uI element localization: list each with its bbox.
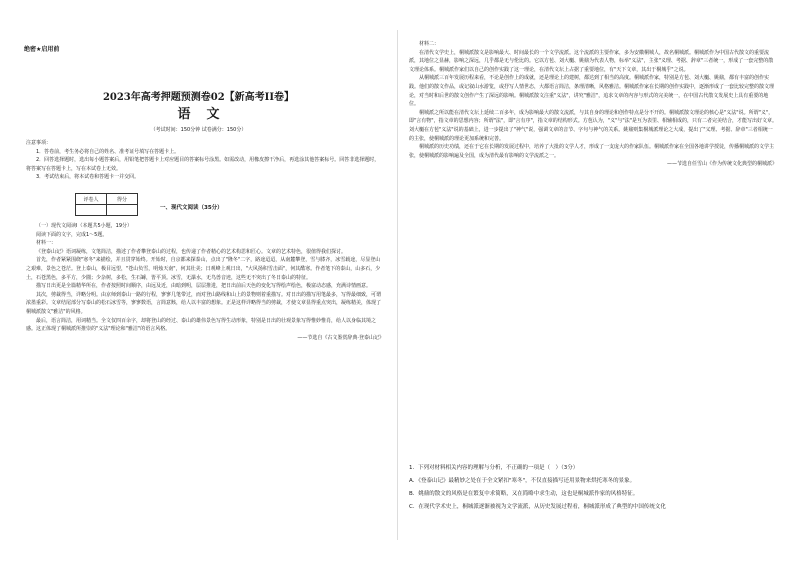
exam-meta: （考试时间：150分钟 试卷满分：150分） [150, 127, 247, 133]
section-title: 一、现代文阅读（35分） [160, 205, 223, 211]
score-cell-grader: 评卷人 [76, 194, 107, 205]
material-label: 材料一： [36, 240, 57, 247]
note-item: 3．考试结束后，将本试卷和答题卡一并交回。 [36, 174, 140, 181]
secret-label: 绝密★启用前 [24, 46, 60, 53]
question-stem: 1．下列对材料相关内容的理解与分析，不正确的一项是（ ）（3分） [409, 465, 579, 471]
score-cell-empty [107, 205, 138, 216]
question-1 [409, 462, 777, 514]
question-option-c: C．在现代学术史上，桐城派逐渐被视为文学流派，从历史发展过程看，桐城派形成了典型的中国传统文化 [409, 504, 666, 510]
paragraph: 描写日出更是全篇精华所在，作者按照时间顺序，由远及近，由暗到明，层层推进，把日出前后天色的变化写得绘声绘色，极富动态感，充满诗情画意。 [36, 283, 372, 290]
instruction: 阅读下面的文字，完成1～5题。 [36, 231, 108, 238]
notes [26, 139, 384, 182]
paragraph: 《登泰山记》语词凝练，文笔简洁，描述了作者攀登泰山的过程，也传递了作者精心的艺术构思和匠心。文章的艺术特色，很值得我们探讨。 [36, 248, 347, 255]
exam-title: 2023年高考押题预测卷02【新高考II卷】 [102, 92, 295, 103]
paragraph: 桐城派的历史功绩，还在于它在长期的发展过程中，培养了大批的文学人才，形成了一支庞大的作家队伍。桐城派作家在全国各地讲学授徒，传播桐城派的文学主张，使桐城派的影响遍及全国，成为清代最有影响的文学流派之一。 [409, 144, 775, 159]
subsection-title: （一）现代文阅读Ⅰ（本题共5小题，19分） [36, 223, 133, 229]
note-item: 2．回答选择题时，选出每小题答案后，用铅笔把答题卡上对应题目的答案标号涂黑。如需改动，用橡皮擦干净后，再选涂其他答案标号。回答非选择题时，将答案写在答题卡上，写在本试卷上无效。 [26, 157, 380, 172]
right-column [409, 40, 777, 169]
question-option-a: A．《登泰山记》最精妙之处在于全文紧扣"寒冬"，不仅直接描写还用景物来烘托寒冬的景象。 [409, 478, 636, 484]
score-cell-score: 得分 [107, 194, 138, 205]
note-item: 1．答卷前，考生务必将自己的姓名、准考证号填写在答题卡上。 [36, 148, 180, 155]
paragraph: 从桐城派三百年发展历程来看，不论是创作上的成就，还是理论上的建树，都达到了相当的高度。桐城派作家，特别是方苞、刘大櫆、姚鼐，都有丰富的创作实践。他们的散文作品，或记叙山水游览，或抒写人情世态，大都语言简洁，条理清晰，风格雅洁。桐城派作家在长期的创作实践中，逐渐形成了一套比较完整的散文理论，对当时和后世的散文创作产生了深远的影响。桐城派散文注重"义法"，讲究"雅洁"，追求文章的内容与形式的完美统一，在中国古代散文发展史上具有重要的地位。 [409, 75, 775, 108]
score-cell-empty [76, 205, 107, 216]
paragraph: 桐城派之所以能在清代文坛上延续二百多年，成为影响最大的散文流派，与其自身的理论和创作特点是分不开的。桐城派散文理论的核心是"义法"说。所谓"义"，即"言有物"，指文章的思想内容；所谓"法"，即"言有序"，指文章的结构形式。方苞认为，"义"与"法"是互为表里、相辅相成的，只有二者完美结合，才能写出好文章。刘大櫆在方苞"义法"说的基础上，进一步提出了"神气"说，强调文章的音节、字句与神气的关系。姚鼐则集桐城派理论之大成，提出了"义理、考据、辞章"三者相统一的主张，使桐城派的理论更加系统和完善。 [409, 109, 778, 142]
source-citation: ——节选自任雪山《作为传统文化典型的桐城派》 [666, 161, 777, 168]
notes-title: 注意事项： [26, 140, 52, 146]
paragraph: 其次，剪裁得当，详略分明。由京师到泰山一路的行程，寥寥几笔带过，而对登山路线和山上的景物则着重描写。对日出的描写用笔最多，写得最细致，可谓浓墨重彩。文章结尾部分写泰山的松石冰雪等，寥寥数语，言简意赅，给人以丰富的想象。正是这样详略得当的剪裁，才使文章显得重点突出，凝练精美，体现了桐城派散文"雅洁"的风格。 [26, 291, 382, 315]
column-divider [397, 30, 398, 540]
subject-title: 语文 [177, 107, 236, 122]
paragraph: 在清代文学史上，桐城派散文是影响最大、时间最长的一个文学流派。这个流派的主要作家，多为安徽桐城人，故名桐城派。桐城派作为中国古代散文的重要流派，其地位之显赫，影响之深远，几乎都是无与伦比的。它以方苞、刘大櫆、姚鼐为代表人物，标举"义法"，主张"义理、考据、辞章"三者统一，形成了一套完整的散文理论体系。桐城派作家们以自己的创作实践了这一理论，在清代文坛上占据了重要地位，有"天下文章，其出于桐城乎"之说。 [409, 49, 774, 73]
source-citation: ——节选自《古文鉴赏辞典·登泰山记》 [297, 334, 384, 341]
paragraph: 最后，语言简洁，用词精当。全文仅四百余字，却将登山的经过、泰山的雄伟景色写得生动形象，特别是日出的壮观景象写得惟妙惟肖，给人以身临其境之感。这正体现了桐城派所推崇的"义法"理论和"雅洁"的语言风格。 [26, 317, 377, 333]
paragraph: 首先，作者紧紧围绕"寒冬"来描绘，并且贯穿始终。开始时，自京都来探泰山，点出了"隆冬"二字，路途迢迢，从南麓攀登，雪与膝齐，冰雪载途，尽显登山之艰难，景色之苍茫。登上泰山，极目远望，"苍山负雪，明烛天南"，何其壮美；日观峰上观日出，"大风扬积雪击面"，何其酷寒。作者笔下的泰山，山多石，少土，石苍黑色，多平方，少圜；少杂树，多松，生石罅，皆平顶。冰雪，无瀑水，无鸟兽音迹，这些无不突出了冬日泰山的特征。 [26, 257, 381, 281]
question-option-b: B．姚鼐的散文的风格是在繁复中求简略，又在简略中求生动，这也是桐城派作家的风格特征。 [409, 491, 639, 497]
material-label: 材料二： [419, 41, 440, 47]
score-table [75, 193, 138, 216]
reading-section [26, 222, 384, 342]
